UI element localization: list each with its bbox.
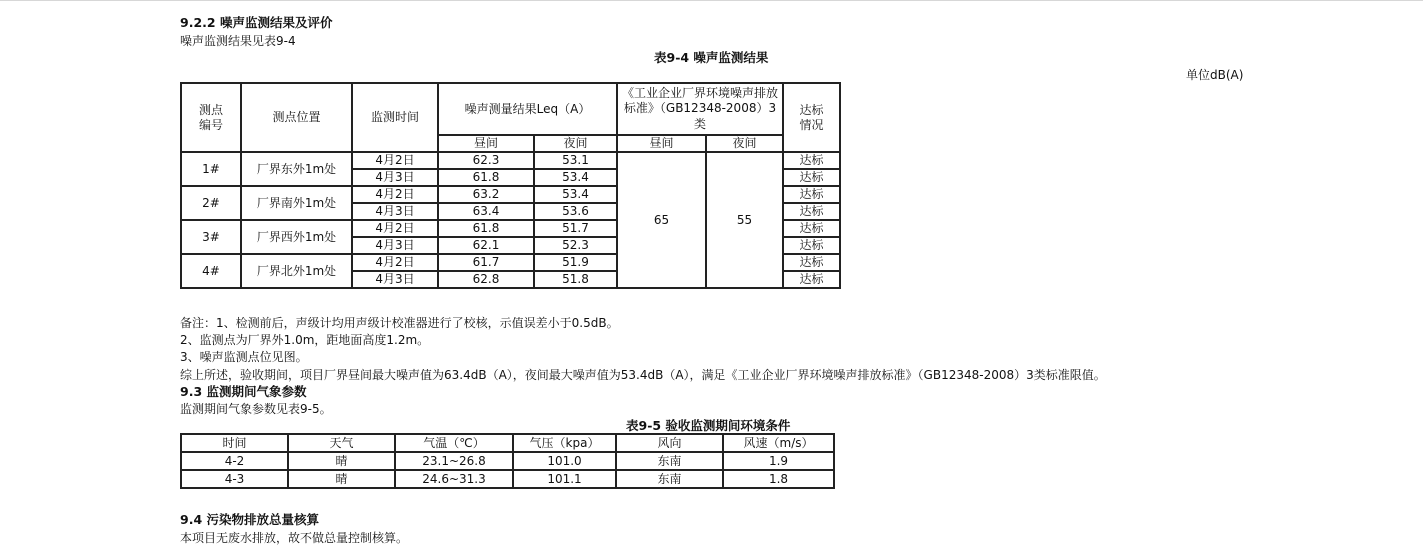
header-weather: 天气: [288, 434, 395, 452]
pressure-cell: 101.1: [513, 470, 616, 488]
header-std-day: 昼间: [617, 135, 706, 152]
time-cell: 4-3: [181, 470, 288, 488]
section-9-3-heading: 9.3 监测期间气象参数: [180, 384, 307, 399]
standard-day-cell: 65: [617, 152, 706, 288]
temperature-cell: 24.6~31.3: [395, 470, 513, 488]
date-cell: 4月2日: [352, 186, 438, 203]
status-cell: 达标: [783, 254, 840, 271]
table-header-row: [181, 434, 834, 452]
status-cell: 达标: [783, 186, 840, 203]
point-no-cell: 3#: [181, 220, 241, 254]
header-day: 昼间: [438, 135, 534, 152]
point-no-cell: 4#: [181, 254, 241, 288]
header-location: 测点位置: [241, 83, 352, 152]
date-cell: 4月2日: [352, 254, 438, 271]
location-cell: 厂界南外1m处: [241, 186, 352, 220]
date-cell: 4月3日: [352, 203, 438, 220]
header-pressure: 气压（kpa）: [513, 434, 616, 452]
date-cell: 4月3日: [352, 271, 438, 288]
header-result: 噪声测量结果Leq（A）: [438, 83, 617, 135]
wind-speed-cell: 1.8: [723, 470, 834, 488]
table-9-4-unit: 单位dB(A): [1186, 68, 1244, 82]
date-cell: 4月2日: [352, 152, 438, 169]
time-cell: 4-2: [181, 452, 288, 470]
wind-speed-cell: 1.9: [723, 452, 834, 470]
night-value-cell: 52.3: [534, 237, 617, 254]
table-9-4-caption: 表9-4 噪声监测结果: [654, 50, 769, 65]
day-value-cell: 63.4: [438, 203, 534, 220]
status-cell: 达标: [783, 169, 840, 186]
table-row: [181, 452, 834, 470]
header-wind-speed: 风速（m/s）: [723, 434, 834, 452]
day-value-cell: 62.1: [438, 237, 534, 254]
wind-direction-cell: 东南: [616, 470, 723, 488]
header-std-night: 夜间: [706, 135, 783, 152]
table-row: [181, 152, 840, 169]
header-time: 监测时间: [352, 83, 438, 152]
section-9-2-2-heading: 9.2.2 噪声监测结果及评价: [180, 15, 333, 30]
weather-cell: 晴: [288, 452, 395, 470]
night-value-cell: 53.6: [534, 203, 617, 220]
note-line-2: 2、监测点为厂界外1.0m，距地面高度1.2m。: [180, 333, 430, 347]
header-point-no: 测点 编号: [181, 83, 241, 152]
day-value-cell: 62.8: [438, 271, 534, 288]
table-row: [181, 470, 834, 488]
night-value-cell: 51.9: [534, 254, 617, 271]
pressure-cell: 101.0: [513, 452, 616, 470]
weather-conditions-table: [180, 433, 835, 489]
location-cell: 厂界西外1m处: [241, 220, 352, 254]
header-time: 时间: [181, 434, 288, 452]
day-value-cell: 63.2: [438, 186, 534, 203]
temperature-cell: 23.1~26.8: [395, 452, 513, 470]
location-cell: 厂界北外1m处: [241, 254, 352, 288]
day-value-cell: 61.8: [438, 169, 534, 186]
header-wind-direction: 风向: [616, 434, 723, 452]
night-value-cell: 53.1: [534, 152, 617, 169]
section-9-3-intro: 监测期间气象参数见表9-5。: [180, 402, 332, 416]
header-standard: 《工业企业厂界环境噪声排放标准》（GB12348-2008）3类: [617, 83, 783, 135]
standard-night-cell: 55: [706, 152, 783, 288]
status-cell: 达标: [783, 271, 840, 288]
day-value-cell: 61.8: [438, 220, 534, 237]
date-cell: 4月2日: [352, 220, 438, 237]
summary-paragraph: 综上所述，验收期间，项目厂界昼间最大噪声值为63.4dB（A），夜间最大噪声值为53.4dB（A），满足《工业企业厂界环境噪声排放标准》（GB12348-2008）3类标准限值。: [180, 368, 1106, 382]
point-no-cell: 2#: [181, 186, 241, 220]
status-cell: 达标: [783, 220, 840, 237]
night-value-cell: 51.7: [534, 220, 617, 237]
note-line-3: 3、噪声监测点位见图。: [180, 350, 308, 364]
date-cell: 4月3日: [352, 169, 438, 186]
location-cell: 厂界东外1m处: [241, 152, 352, 186]
night-value-cell: 53.4: [534, 169, 617, 186]
day-value-cell: 62.3: [438, 152, 534, 169]
header-compliance: 达标 情况: [783, 83, 840, 152]
status-cell: 达标: [783, 237, 840, 254]
noise-results-table: [180, 82, 841, 289]
table-9-5-caption: 表9-5 验收监测期间环境条件: [626, 418, 791, 433]
status-cell: 达标: [783, 152, 840, 169]
header-night: 夜间: [534, 135, 617, 152]
top-divider: [0, 0, 1423, 1]
section-9-2-2-intro: 噪声监测结果见表9-4: [180, 34, 296, 48]
weather-cell: 晴: [288, 470, 395, 488]
header-temperature: 气温（℃）: [395, 434, 513, 452]
night-value-cell: 51.8: [534, 271, 617, 288]
note-line-1: 备注：1、检测前后，声级计均用声级计校准器进行了校核，示值误差小于0.5dB。: [180, 316, 619, 330]
point-no-cell: 1#: [181, 152, 241, 186]
status-cell: 达标: [783, 203, 840, 220]
section-9-4-body: 本项目无废水排放，故不做总量控制核算。: [180, 531, 409, 545]
date-cell: 4月3日: [352, 237, 438, 254]
wind-direction-cell: 东南: [616, 452, 723, 470]
night-value-cell: 53.4: [534, 186, 617, 203]
day-value-cell: 61.7: [438, 254, 534, 271]
section-9-4-heading: 9.4 污染物排放总量核算: [180, 512, 319, 527]
